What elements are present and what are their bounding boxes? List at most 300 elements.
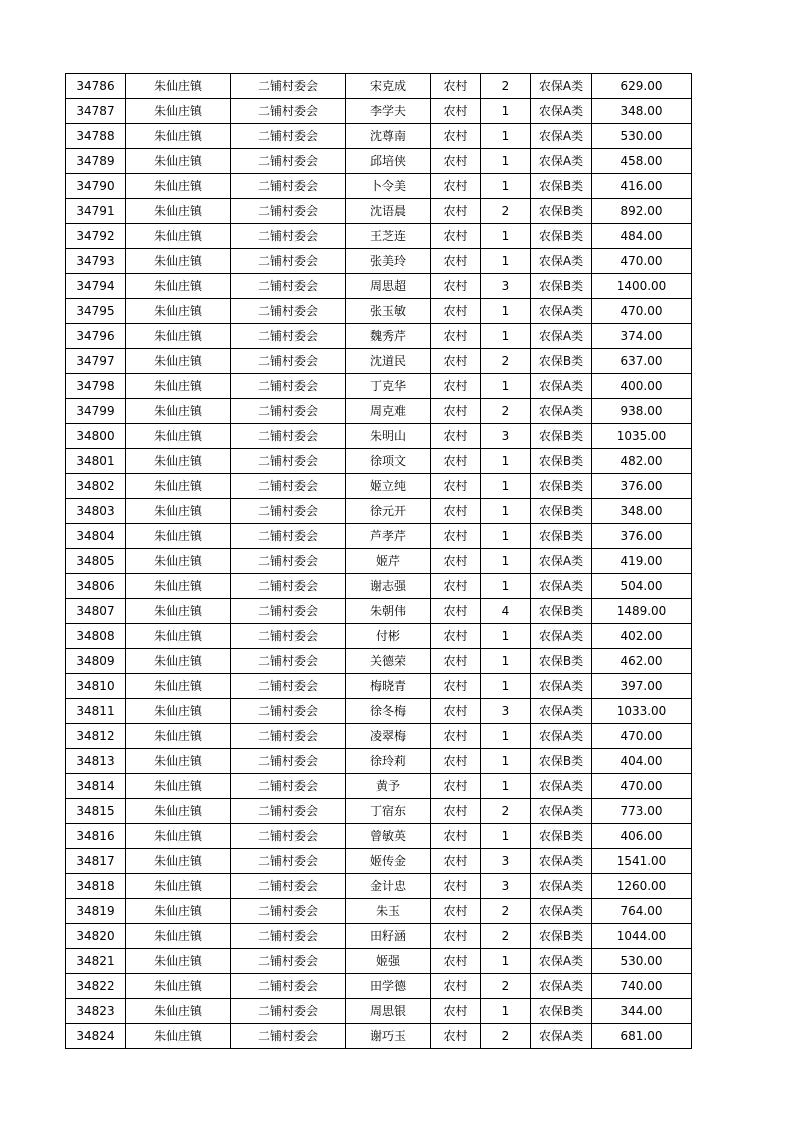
table-cell-record-id: 34819 xyxy=(66,899,126,924)
table-cell-insurance-type: 农保B类 xyxy=(531,349,592,374)
table-cell-town: 朱仙庄镇 xyxy=(126,299,231,324)
table-cell-town: 朱仙庄镇 xyxy=(126,699,231,724)
table-cell-insurance-type: 农保B类 xyxy=(531,274,592,299)
table-cell-village-committee: 二铺村委会 xyxy=(231,274,346,299)
table-row xyxy=(66,474,692,499)
table-cell-person-count: 3 xyxy=(481,874,531,899)
table-cell-town: 朱仙庄镇 xyxy=(126,399,231,424)
table-cell-town: 朱仙庄镇 xyxy=(126,449,231,474)
table-cell-insurance-type: 农保A类 xyxy=(531,324,592,349)
table-cell-insurance-type: 农保B类 xyxy=(531,999,592,1024)
table-cell-amount: 470.00 xyxy=(592,249,692,274)
table-cell-amount: 637.00 xyxy=(592,349,692,374)
table-cell-person-name: 田学德 xyxy=(346,974,431,999)
table-cell-town: 朱仙庄镇 xyxy=(126,149,231,174)
table-cell-village-committee: 二铺村委会 xyxy=(231,624,346,649)
table-cell-person-name: 徐玲莉 xyxy=(346,749,431,774)
table-cell-person-count: 1 xyxy=(481,724,531,749)
table-cell-record-id: 34812 xyxy=(66,724,126,749)
table-cell-person-count: 1 xyxy=(481,774,531,799)
table-cell-person-name: 姬立纯 xyxy=(346,474,431,499)
table-cell-household-type: 农村 xyxy=(431,649,481,674)
table-cell-town: 朱仙庄镇 xyxy=(126,99,231,124)
table-cell-village-committee: 二铺村委会 xyxy=(231,99,346,124)
table-cell-village-committee: 二铺村委会 xyxy=(231,724,346,749)
table-cell-insurance-type: 农保A类 xyxy=(531,374,592,399)
table-cell-amount: 1400.00 xyxy=(592,274,692,299)
table-cell-person-name: 芦孝芹 xyxy=(346,524,431,549)
table-cell-household-type: 农村 xyxy=(431,924,481,949)
table-cell-insurance-type: 农保A类 xyxy=(531,949,592,974)
table-row xyxy=(66,74,692,99)
table-cell-person-name: 黄予 xyxy=(346,774,431,799)
table-cell-record-id: 34815 xyxy=(66,799,126,824)
table-cell-village-committee: 二铺村委会 xyxy=(231,999,346,1024)
table-cell-household-type: 农村 xyxy=(431,349,481,374)
table-row xyxy=(66,724,692,749)
table-cell-record-id: 34795 xyxy=(66,299,126,324)
table-row xyxy=(66,874,692,899)
table-cell-village-committee: 二铺村委会 xyxy=(231,349,346,374)
table-cell-person-count: 2 xyxy=(481,349,531,374)
table-cell-person-count: 2 xyxy=(481,199,531,224)
table-cell-person-name: 沈尊南 xyxy=(346,124,431,149)
table-cell-person-name: 关德荣 xyxy=(346,649,431,674)
table-cell-town: 朱仙庄镇 xyxy=(126,649,231,674)
table-cell-person-count: 2 xyxy=(481,924,531,949)
table-cell-person-count: 1 xyxy=(481,224,531,249)
table-cell-person-count: 3 xyxy=(481,849,531,874)
table-row xyxy=(66,324,692,349)
table-cell-amount: 400.00 xyxy=(592,374,692,399)
table-cell-household-type: 农村 xyxy=(431,374,481,399)
table-row xyxy=(66,124,692,149)
table-row xyxy=(66,99,692,124)
table-cell-amount: 1489.00 xyxy=(592,599,692,624)
table-cell-insurance-type: 农保A类 xyxy=(531,799,592,824)
table-cell-household-type: 农村 xyxy=(431,474,481,499)
table-row xyxy=(66,424,692,449)
table-cell-amount: 470.00 xyxy=(592,724,692,749)
table-row xyxy=(66,849,692,874)
table-cell-town: 朱仙庄镇 xyxy=(126,474,231,499)
table-row xyxy=(66,499,692,524)
table-cell-amount: 764.00 xyxy=(592,899,692,924)
table-cell-household-type: 农村 xyxy=(431,949,481,974)
table-cell-person-count: 2 xyxy=(481,74,531,99)
table-cell-person-name: 丁克华 xyxy=(346,374,431,399)
table-cell-record-id: 34798 xyxy=(66,374,126,399)
table-cell-village-committee: 二铺村委会 xyxy=(231,849,346,874)
table-cell-amount: 530.00 xyxy=(592,949,692,974)
table-cell-household-type: 农村 xyxy=(431,624,481,649)
table-cell-town: 朱仙庄镇 xyxy=(126,374,231,399)
table-cell-village-committee: 二铺村委会 xyxy=(231,924,346,949)
table-cell-person-name: 张玉敏 xyxy=(346,299,431,324)
table-row xyxy=(66,399,692,424)
table-cell-village-committee: 二铺村委会 xyxy=(231,874,346,899)
table-cell-town: 朱仙庄镇 xyxy=(126,499,231,524)
table-cell-town: 朱仙庄镇 xyxy=(126,1024,231,1049)
table-cell-amount: 629.00 xyxy=(592,74,692,99)
table-cell-amount: 344.00 xyxy=(592,999,692,1024)
table-cell-insurance-type: 农保A类 xyxy=(531,124,592,149)
table-cell-amount: 404.00 xyxy=(592,749,692,774)
table-cell-person-count: 1 xyxy=(481,124,531,149)
table-cell-village-committee: 二铺村委会 xyxy=(231,149,346,174)
table-cell-insurance-type: 农保B类 xyxy=(531,524,592,549)
table-cell-town: 朱仙庄镇 xyxy=(126,424,231,449)
table-cell-person-count: 1 xyxy=(481,749,531,774)
table-cell-record-id: 34800 xyxy=(66,424,126,449)
table-body xyxy=(66,74,692,1049)
table-cell-village-committee: 二铺村委会 xyxy=(231,799,346,824)
table-cell-amount: 1035.00 xyxy=(592,424,692,449)
table-cell-village-committee: 二铺村委会 xyxy=(231,474,346,499)
table-cell-person-name: 邱培侠 xyxy=(346,149,431,174)
table-cell-record-id: 34804 xyxy=(66,524,126,549)
table-cell-insurance-type: 农保B类 xyxy=(531,924,592,949)
table-cell-amount: 416.00 xyxy=(592,174,692,199)
table-cell-town: 朱仙庄镇 xyxy=(126,624,231,649)
table-cell-record-id: 34806 xyxy=(66,574,126,599)
table-cell-record-id: 34797 xyxy=(66,349,126,374)
table-cell-insurance-type: 农保A类 xyxy=(531,249,592,274)
table-cell-village-committee: 二铺村委会 xyxy=(231,674,346,699)
table-cell-household-type: 农村 xyxy=(431,799,481,824)
table-cell-village-committee: 二铺村委会 xyxy=(231,124,346,149)
table-cell-person-count: 1 xyxy=(481,299,531,324)
table-cell-household-type: 农村 xyxy=(431,899,481,924)
table-cell-household-type: 农村 xyxy=(431,849,481,874)
table-cell-village-committee: 二铺村委会 xyxy=(231,699,346,724)
table-row xyxy=(66,699,692,724)
table-cell-town: 朱仙庄镇 xyxy=(126,849,231,874)
table-cell-person-count: 1 xyxy=(481,449,531,474)
table-cell-insurance-type: 农保A类 xyxy=(531,899,592,924)
table-cell-insurance-type: 农保B类 xyxy=(531,499,592,524)
table-cell-record-id: 34799 xyxy=(66,399,126,424)
table-cell-person-name: 徐项文 xyxy=(346,449,431,474)
table-cell-insurance-type: 农保A类 xyxy=(531,99,592,124)
table-row xyxy=(66,599,692,624)
table-cell-household-type: 农村 xyxy=(431,99,481,124)
table-cell-insurance-type: 农保B类 xyxy=(531,474,592,499)
table-cell-household-type: 农村 xyxy=(431,424,481,449)
table-cell-amount: 419.00 xyxy=(592,549,692,574)
table-cell-amount: 1033.00 xyxy=(592,699,692,724)
table-row xyxy=(66,749,692,774)
table-cell-person-name: 宋克成 xyxy=(346,74,431,99)
table-cell-household-type: 农村 xyxy=(431,774,481,799)
table-cell-town: 朱仙庄镇 xyxy=(126,724,231,749)
table-cell-person-count: 1 xyxy=(481,674,531,699)
table-cell-household-type: 农村 xyxy=(431,324,481,349)
table-cell-record-id: 34805 xyxy=(66,549,126,574)
table-cell-person-name: 姬强 xyxy=(346,949,431,974)
table-cell-amount: 376.00 xyxy=(592,524,692,549)
table-cell-household-type: 农村 xyxy=(431,824,481,849)
table-row xyxy=(66,774,692,799)
table-cell-town: 朱仙庄镇 xyxy=(126,224,231,249)
table-cell-person-count: 1 xyxy=(481,149,531,174)
table-row xyxy=(66,799,692,824)
table-cell-person-count: 1 xyxy=(481,649,531,674)
table-cell-amount: 1541.00 xyxy=(592,849,692,874)
table-cell-record-id: 34801 xyxy=(66,449,126,474)
table-cell-village-committee: 二铺村委会 xyxy=(231,649,346,674)
table-cell-insurance-type: 农保B类 xyxy=(531,424,592,449)
table-cell-household-type: 农村 xyxy=(431,724,481,749)
table-cell-record-id: 34787 xyxy=(66,99,126,124)
table-cell-person-name: 丁宿东 xyxy=(346,799,431,824)
table-cell-household-type: 农村 xyxy=(431,449,481,474)
table-cell-person-count: 1 xyxy=(481,324,531,349)
table-row xyxy=(66,274,692,299)
table-cell-town: 朱仙庄镇 xyxy=(126,674,231,699)
table-cell-household-type: 农村 xyxy=(431,199,481,224)
table-cell-person-count: 1 xyxy=(481,549,531,574)
table-cell-village-committee: 二铺村委会 xyxy=(231,374,346,399)
table-row xyxy=(66,249,692,274)
table-cell-person-count: 1 xyxy=(481,474,531,499)
table-cell-household-type: 农村 xyxy=(431,699,481,724)
table-row xyxy=(66,649,692,674)
table-cell-record-id: 34802 xyxy=(66,474,126,499)
table-cell-village-committee: 二铺村委会 xyxy=(231,249,346,274)
table-cell-person-count: 1 xyxy=(481,249,531,274)
table-cell-village-committee: 二铺村委会 xyxy=(231,324,346,349)
table-cell-household-type: 农村 xyxy=(431,574,481,599)
table-cell-person-name: 魏秀芹 xyxy=(346,324,431,349)
table-cell-amount: 470.00 xyxy=(592,299,692,324)
table-cell-insurance-type: 农保A类 xyxy=(531,974,592,999)
table-cell-insurance-type: 农保A类 xyxy=(531,299,592,324)
table-row xyxy=(66,299,692,324)
table-cell-household-type: 农村 xyxy=(431,874,481,899)
table-cell-insurance-type: 农保B类 xyxy=(531,224,592,249)
table-cell-amount: 458.00 xyxy=(592,149,692,174)
table-cell-amount: 1044.00 xyxy=(592,924,692,949)
table-cell-record-id: 34807 xyxy=(66,599,126,624)
table-cell-amount: 484.00 xyxy=(592,224,692,249)
table-cell-village-committee: 二铺村委会 xyxy=(231,399,346,424)
table-cell-record-id: 34808 xyxy=(66,624,126,649)
table-cell-town: 朱仙庄镇 xyxy=(126,799,231,824)
table-cell-insurance-type: 农保A类 xyxy=(531,149,592,174)
table-cell-insurance-type: 农保A类 xyxy=(531,774,592,799)
table-cell-record-id: 34822 xyxy=(66,974,126,999)
table-cell-amount: 348.00 xyxy=(592,499,692,524)
table-row xyxy=(66,1024,692,1049)
table-row xyxy=(66,224,692,249)
table-cell-record-id: 34794 xyxy=(66,274,126,299)
table-cell-town: 朱仙庄镇 xyxy=(126,874,231,899)
table-cell-insurance-type: 农保B类 xyxy=(531,599,592,624)
table-cell-town: 朱仙庄镇 xyxy=(126,999,231,1024)
table-cell-village-committee: 二铺村委会 xyxy=(231,824,346,849)
table-cell-insurance-type: 农保A类 xyxy=(531,74,592,99)
table-row xyxy=(66,974,692,999)
table-cell-village-committee: 二铺村委会 xyxy=(231,499,346,524)
table-cell-town: 朱仙庄镇 xyxy=(126,274,231,299)
table-cell-village-committee: 二铺村委会 xyxy=(231,1024,346,1049)
table-cell-amount: 470.00 xyxy=(592,774,692,799)
table-cell-household-type: 农村 xyxy=(431,749,481,774)
table-cell-person-name: 王芝连 xyxy=(346,224,431,249)
table-cell-household-type: 农村 xyxy=(431,124,481,149)
table-cell-insurance-type: 农保B类 xyxy=(531,749,592,774)
table-cell-person-name: 田籽涵 xyxy=(346,924,431,949)
table-cell-person-name: 谢巧玉 xyxy=(346,1024,431,1049)
table-cell-person-name: 周思超 xyxy=(346,274,431,299)
table-cell-amount: 504.00 xyxy=(592,574,692,599)
table-cell-person-count: 3 xyxy=(481,274,531,299)
table-cell-person-name: 朱朝伟 xyxy=(346,599,431,624)
table-row xyxy=(66,574,692,599)
table-cell-household-type: 农村 xyxy=(431,274,481,299)
table-cell-person-name: 姬芹 xyxy=(346,549,431,574)
table-cell-insurance-type: 农保A类 xyxy=(531,874,592,899)
table-cell-amount: 681.00 xyxy=(592,1024,692,1049)
table-cell-amount: 482.00 xyxy=(592,449,692,474)
table-cell-household-type: 农村 xyxy=(431,499,481,524)
table-cell-town: 朱仙庄镇 xyxy=(126,124,231,149)
table-cell-person-name: 周思银 xyxy=(346,999,431,1024)
table-cell-record-id: 34796 xyxy=(66,324,126,349)
table-cell-person-name: 姬传金 xyxy=(346,849,431,874)
table-cell-household-type: 农村 xyxy=(431,524,481,549)
table-cell-household-type: 农村 xyxy=(431,549,481,574)
table-cell-person-count: 1 xyxy=(481,999,531,1024)
table-cell-amount: 348.00 xyxy=(592,99,692,124)
table-cell-insurance-type: 农保B类 xyxy=(531,449,592,474)
table-cell-insurance-type: 农保A类 xyxy=(531,699,592,724)
table-cell-insurance-type: 农保B类 xyxy=(531,199,592,224)
table-cell-town: 朱仙庄镇 xyxy=(126,749,231,774)
table-row xyxy=(66,349,692,374)
table-cell-person-count: 1 xyxy=(481,574,531,599)
table-cell-record-id: 34816 xyxy=(66,824,126,849)
table-cell-person-count: 1 xyxy=(481,949,531,974)
table-cell-person-count: 1 xyxy=(481,824,531,849)
table-cell-person-count: 1 xyxy=(481,499,531,524)
table-cell-household-type: 农村 xyxy=(431,974,481,999)
table-cell-town: 朱仙庄镇 xyxy=(126,974,231,999)
table-cell-record-id: 34792 xyxy=(66,224,126,249)
table-row xyxy=(66,999,692,1024)
table-cell-village-committee: 二铺村委会 xyxy=(231,574,346,599)
table-cell-household-type: 农村 xyxy=(431,249,481,274)
table-row xyxy=(66,674,692,699)
table-cell-record-id: 34793 xyxy=(66,249,126,274)
payment-table xyxy=(65,73,692,1049)
table-cell-record-id: 34824 xyxy=(66,1024,126,1049)
table-cell-person-name: 朱玉 xyxy=(346,899,431,924)
table-cell-village-committee: 二铺村委会 xyxy=(231,74,346,99)
table-cell-insurance-type: 农保A类 xyxy=(531,1024,592,1049)
table-row xyxy=(66,524,692,549)
table-cell-town: 朱仙庄镇 xyxy=(126,924,231,949)
table-cell-town: 朱仙庄镇 xyxy=(126,599,231,624)
table-cell-insurance-type: 农保B类 xyxy=(531,649,592,674)
table-cell-person-name: 徐冬梅 xyxy=(346,699,431,724)
table-cell-town: 朱仙庄镇 xyxy=(126,549,231,574)
table-row xyxy=(66,174,692,199)
table-cell-household-type: 农村 xyxy=(431,399,481,424)
table-cell-household-type: 农村 xyxy=(431,149,481,174)
table-cell-amount: 530.00 xyxy=(592,124,692,149)
table-cell-amount: 462.00 xyxy=(592,649,692,674)
table-row xyxy=(66,549,692,574)
table-cell-village-committee: 二铺村委会 xyxy=(231,599,346,624)
table-cell-person-count: 2 xyxy=(481,899,531,924)
table-cell-person-name: 李学夫 xyxy=(346,99,431,124)
table-cell-person-name: 付彬 xyxy=(346,624,431,649)
table-cell-record-id: 34790 xyxy=(66,174,126,199)
table-cell-person-name: 周克难 xyxy=(346,399,431,424)
table-cell-village-committee: 二铺村委会 xyxy=(231,199,346,224)
table-cell-person-name: 谢志强 xyxy=(346,574,431,599)
table-cell-record-id: 34818 xyxy=(66,874,126,899)
table-cell-record-id: 34803 xyxy=(66,499,126,524)
table-cell-town: 朱仙庄镇 xyxy=(126,199,231,224)
table-cell-town: 朱仙庄镇 xyxy=(126,574,231,599)
table-cell-town: 朱仙庄镇 xyxy=(126,949,231,974)
table-cell-town: 朱仙庄镇 xyxy=(126,349,231,374)
table-cell-village-committee: 二铺村委会 xyxy=(231,899,346,924)
table-row xyxy=(66,624,692,649)
table-cell-village-committee: 二铺村委会 xyxy=(231,974,346,999)
table-cell-town: 朱仙庄镇 xyxy=(126,899,231,924)
table-cell-town: 朱仙庄镇 xyxy=(126,774,231,799)
table-cell-person-count: 1 xyxy=(481,99,531,124)
table-cell-insurance-type: 农保A类 xyxy=(531,724,592,749)
table-row xyxy=(66,149,692,174)
table-row xyxy=(66,199,692,224)
table-cell-record-id: 34810 xyxy=(66,674,126,699)
table-cell-amount: 374.00 xyxy=(592,324,692,349)
table-cell-insurance-type: 农保B类 xyxy=(531,174,592,199)
table-cell-household-type: 农村 xyxy=(431,599,481,624)
table-cell-person-count: 1 xyxy=(481,374,531,399)
table-cell-amount: 376.00 xyxy=(592,474,692,499)
table-cell-amount: 892.00 xyxy=(592,199,692,224)
table-cell-insurance-type: 农保A类 xyxy=(531,674,592,699)
table-cell-household-type: 农村 xyxy=(431,299,481,324)
table-cell-record-id: 34786 xyxy=(66,74,126,99)
table-cell-village-committee: 二铺村委会 xyxy=(231,524,346,549)
table-row xyxy=(66,374,692,399)
table-cell-person-name: 朱明山 xyxy=(346,424,431,449)
table-cell-amount: 406.00 xyxy=(592,824,692,849)
table-cell-village-committee: 二铺村委会 xyxy=(231,774,346,799)
table-cell-town: 朱仙庄镇 xyxy=(126,174,231,199)
table-cell-person-name: 张美玲 xyxy=(346,249,431,274)
table-cell-amount: 1260.00 xyxy=(592,874,692,899)
table-cell-person-count: 1 xyxy=(481,624,531,649)
table-cell-person-name: 金计忠 xyxy=(346,874,431,899)
table-cell-person-count: 2 xyxy=(481,1024,531,1049)
table-cell-insurance-type: 农保B类 xyxy=(531,824,592,849)
table-cell-household-type: 农村 xyxy=(431,224,481,249)
table-cell-village-committee: 二铺村委会 xyxy=(231,449,346,474)
table-cell-household-type: 农村 xyxy=(431,174,481,199)
table-cell-person-count: 3 xyxy=(481,424,531,449)
table-cell-record-id: 34791 xyxy=(66,199,126,224)
table-cell-household-type: 农村 xyxy=(431,74,481,99)
table-cell-town: 朱仙庄镇 xyxy=(126,824,231,849)
